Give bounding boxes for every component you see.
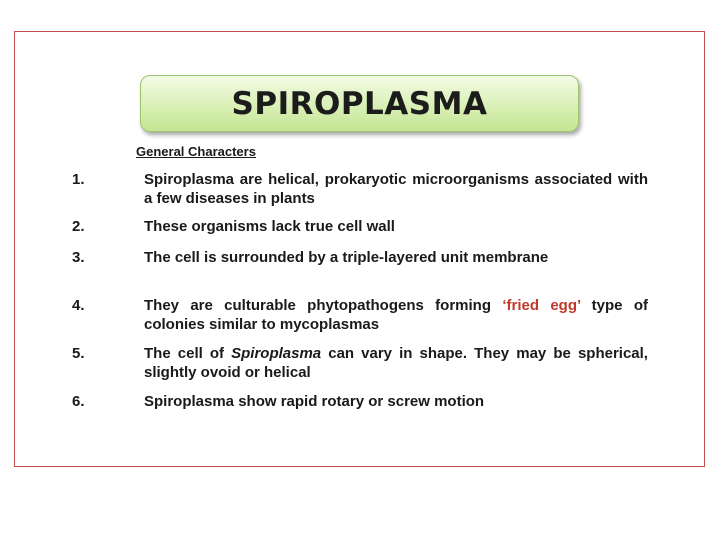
item-text [144,296,648,334]
item-text: Spiroplasma show rapid rotary or screw motion [144,393,485,410]
fried-egg-highlight: ‘fried egg’ [502,297,581,314]
slide-title: SPIROPLASMA [231,85,488,122]
item-text-start: They are culturable phytopathogens forming [144,297,503,314]
item-number: 5. [72,345,85,362]
item-number: 1. [72,171,85,188]
item-text-start: The cell of [144,345,232,362]
item-number: 2. [72,218,85,235]
item-text: The cell is surrounded by a triple-layered unit membrane [144,249,549,266]
item-text-end: type of colonies similar to mycoplasmas [144,297,648,333]
item-text: These organisms lack true cell wall [144,218,395,235]
title-banner [140,75,579,132]
genus-name: Spiroplasma [231,345,322,362]
item-number: 4. [72,297,85,314]
item-text [144,344,648,382]
item-number: 3. [72,249,85,266]
item-text: Spiroplasma are helical, prokaryotic microorganisms associated with a few diseases in plants [144,171,648,207]
section-heading: General Characters [136,144,256,159]
item-number: 6. [72,393,85,410]
item-text-end: can vary in shape. They may be spherical, slightly ovoid or helical [144,345,648,381]
